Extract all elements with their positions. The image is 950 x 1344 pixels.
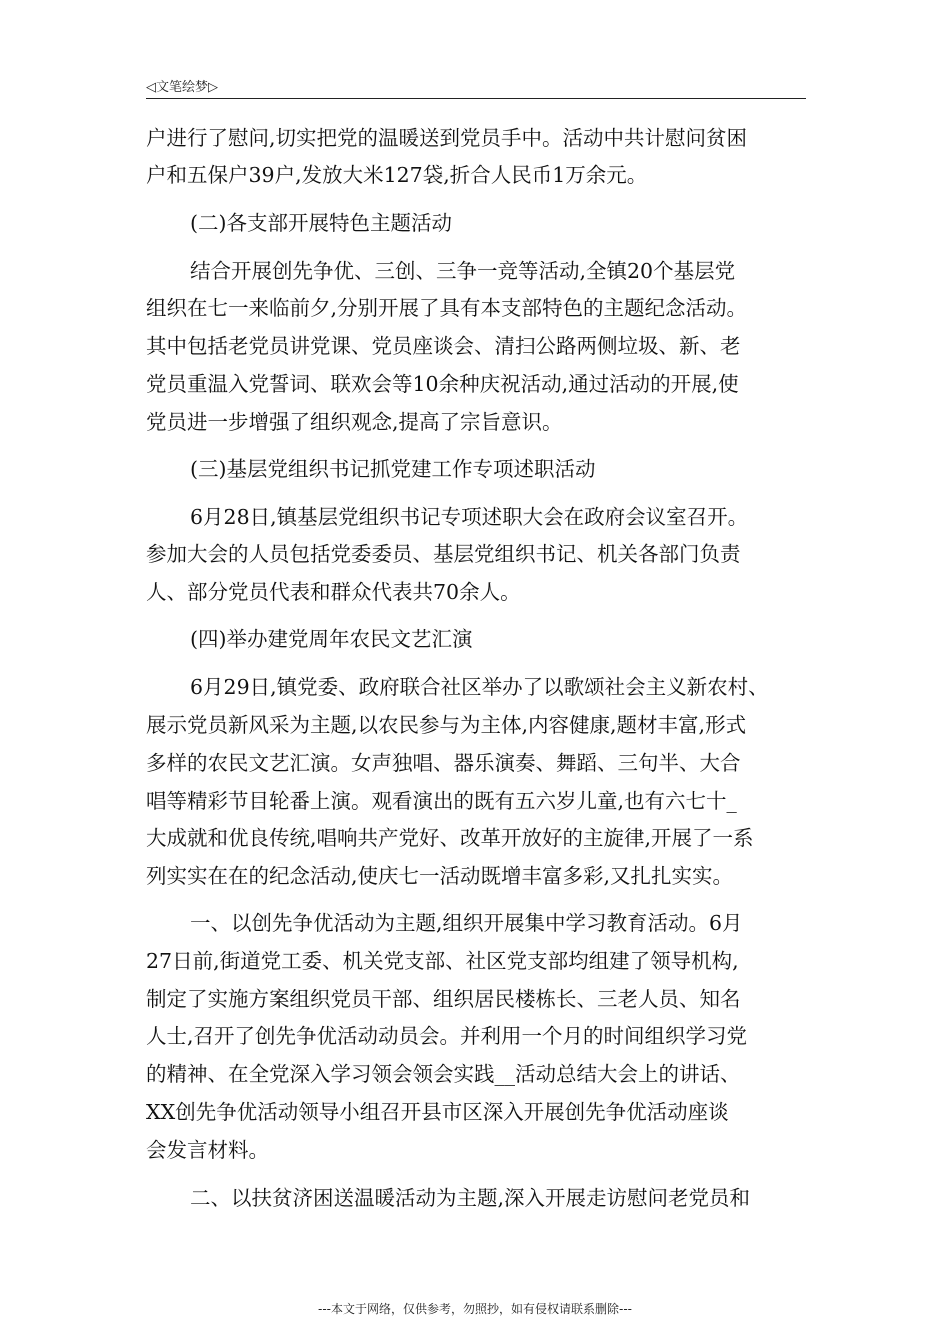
paragraph-line: 大成就和优良传统,唱响共产党好、改革开放好的主旋律,开展了一系 — [146, 826, 754, 850]
paragraph-line: 其中包括老党员讲党课、党员座谈会、清扫公路两侧垃圾、新、老 — [146, 334, 741, 358]
paragraph-line: 党员重温入党誓词、联欢会等10余种庆祝活动,通过活动的开展,使 — [146, 372, 739, 396]
paragraph-line: 结合开展创先争优、三创、三争一竞等活动,全镇20个基层党 — [190, 259, 736, 283]
header-title: ◁文笔绘梦▷ — [146, 80, 218, 95]
paragraph-line: 制定了实施方案组织党员干部、组织居民楼栋长、三老人员、知名 — [146, 987, 741, 1011]
paragraph-line: 会发言材料。 — [146, 1138, 269, 1162]
paragraph-line: 人、部分党员代表和群众代表共70余人。 — [146, 580, 521, 604]
paragraph-line: 一、以创先争优活动为主题,组织开展集中学习教育活动。6月 — [190, 911, 743, 935]
paragraph-line: XX创先争优活动领导小组召开县市区深入开展创先争优活动座谈 — [146, 1100, 729, 1124]
paragraph-line: 户进行了慰问,切实把党的温暖送到党员手中。活动中共计慰问贫困 — [146, 126, 748, 150]
paragraph-line: 展示党员新风采为主题,以农民参与为主体,内容健康,题材丰富,形式 — [146, 713, 747, 737]
paragraph-line: 组织在七一来临前夕,分别开展了具有本支部特色的主题纪念活动。 — [146, 296, 748, 320]
paragraph-line: 27日前,街道党工委、机关党支部、社区党支部均组建了领导机构, — [146, 949, 739, 973]
paragraph-line: 户和五保户39户,发放大米127袋,折合人民币1万余元。 — [146, 163, 648, 187]
paragraph-line: (四)举办建党周年农民文艺汇演 — [190, 627, 473, 651]
paragraph-line: 唱等精彩节目轮番上演。观看演出的既有五六岁儿童,也有六七十_ — [146, 789, 737, 813]
paragraph-line: 多样的农民文艺汇演。女声独唱、器乐演奏、舞蹈、三句半、大合 — [146, 751, 741, 775]
paragraph-line: 的精神、在全党深入学习领会领会实践__活动总结大会上的讲话、 — [146, 1062, 741, 1086]
paragraph-line: 6月28日,镇基层党组织书记专项述职大会在政府会议室召开。 — [190, 505, 749, 529]
paragraph-line: 参加大会的人员包括党委委员、基层党组织书记、机关各部门负责 — [146, 542, 741, 566]
paragraph-line: (三)基层党组织书记抓党建工作专项述职活动 — [190, 457, 596, 481]
paragraph-line: 列实实在在的纪念活动,使庆七一活动既增丰富多彩,又扎扎实实。 — [146, 864, 734, 888]
paragraph-line: 党员进一步增强了组织观念,提高了宗旨意识。 — [146, 410, 563, 434]
paragraph-line: 人士,召开了创先争优活动动员会。并利用一个月的时间组织学习党 — [146, 1024, 748, 1048]
paragraph-line: 6月29日,镇党委、政府联合社区举办了以歌颂社会主义新农村、 — [190, 675, 769, 699]
page-footer: ---本文于网络，仅供参考，勿照抄，如有侵权请联系删除--- — [318, 1302, 632, 1316]
paragraph-line: 二、以扶贫济困送温暖活动为主题,深入开展走访慰问老党员和 — [190, 1186, 751, 1210]
paragraph-line: (二)各支部开展特色主题活动 — [190, 211, 452, 235]
page-header — [146, 74, 806, 99]
